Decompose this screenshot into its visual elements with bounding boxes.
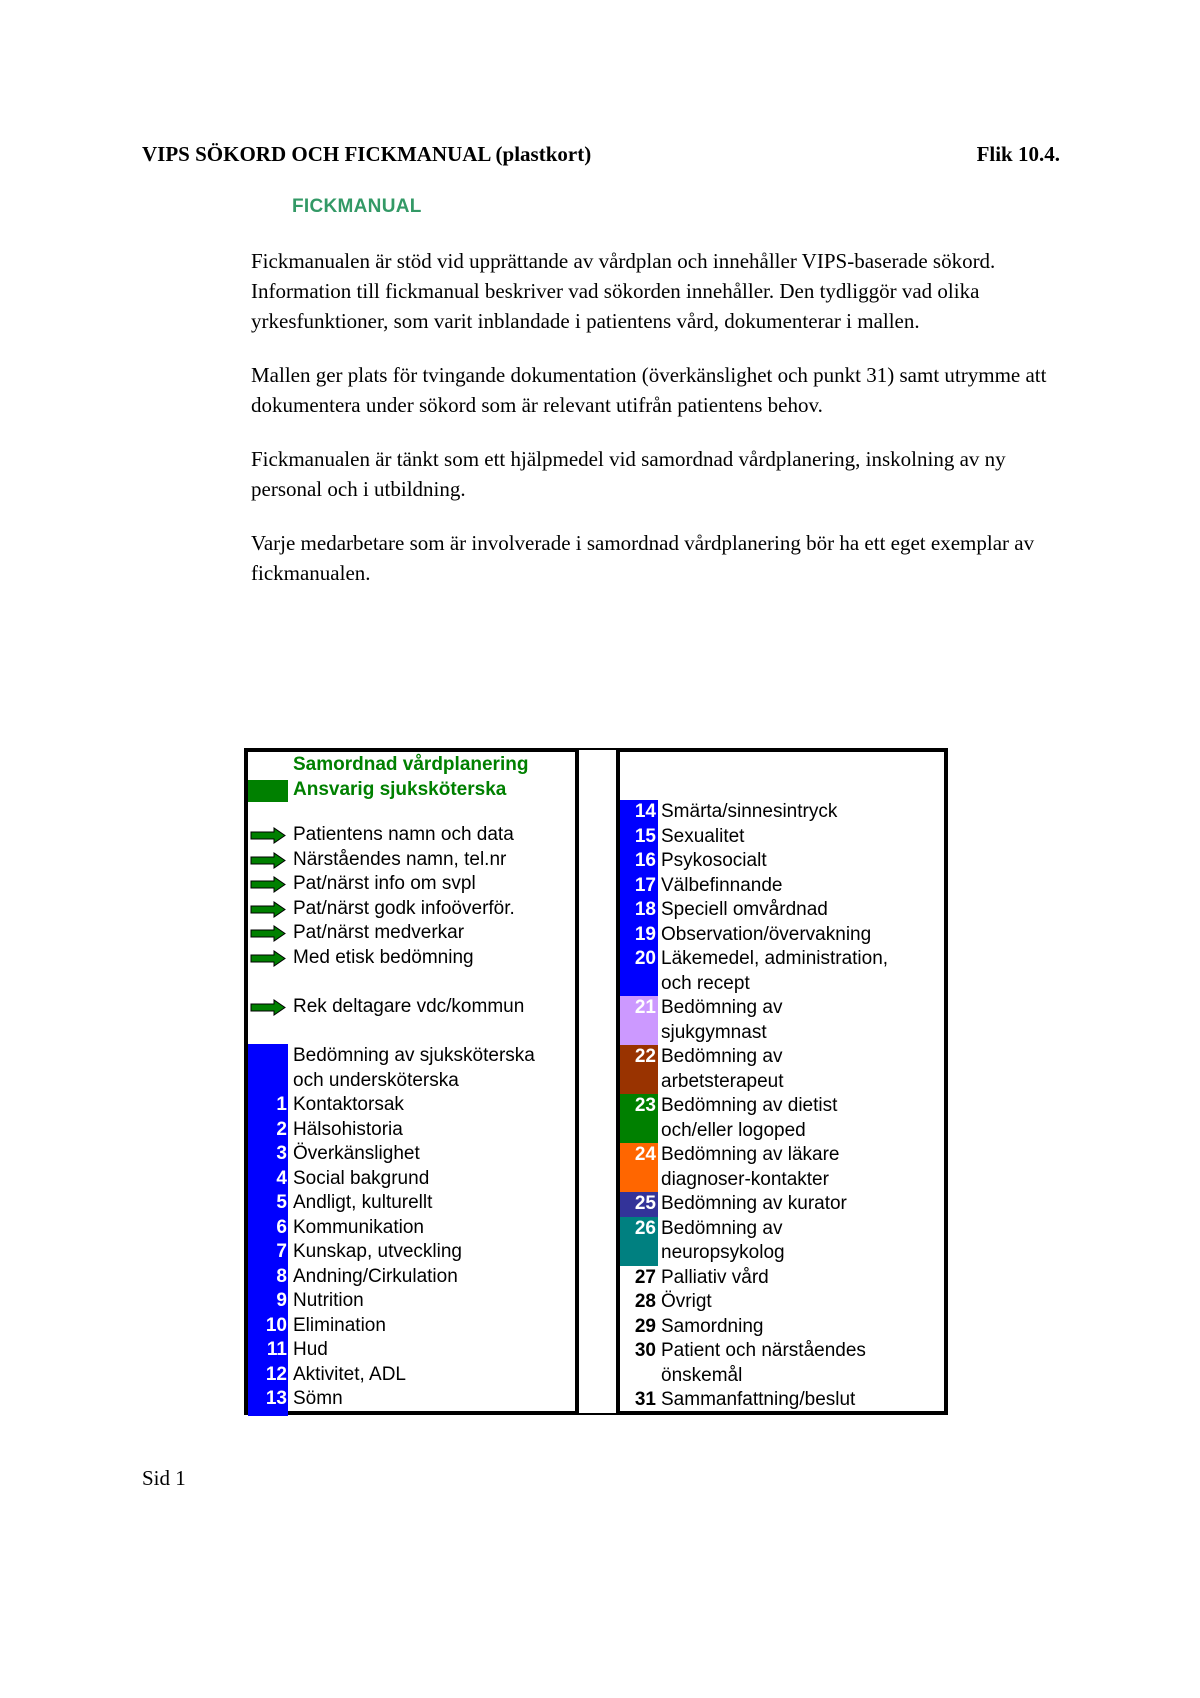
item-label: Hud [293,1339,328,1361]
item-label: Pat/närst medverkar [293,922,465,944]
item-label: Sammanfattning/beslut [661,1389,856,1411]
item-label: Observation/övervakning [661,923,872,945]
card-header-title: Samordnad vårdplanering [293,754,529,776]
item-label: Speciell omvårdnad [661,899,828,921]
item-label: Andning/Cirkulation [293,1265,458,1287]
item-number: 28 [634,1291,656,1312]
arrow-right-icon [250,827,286,844]
item-number: 27 [634,1266,656,1288]
item-label: och recept [661,972,750,994]
card-fold-strip [579,748,616,1415]
item-number: 4 [276,1167,287,1189]
document-title: VIPS SÖKORD OCH FICKMANUAL (plastkort) [142,142,592,166]
item-number: 9 [276,1290,287,1311]
item-number: 17 [634,874,656,896]
item-number: 11 [266,1339,287,1360]
item-label: Bedömning av [661,997,783,1019]
item-label: Med etisk bedömning [293,946,474,968]
card-header-responsible: Ansvarig sjuksköterska [293,779,507,801]
arrow-right-icon [250,999,286,1016]
tab-number: Flik 10.4. [976,142,1060,166]
arrow-right-icon [250,876,286,893]
section-heading: FICKMANUAL [292,196,422,217]
item-number: 18 [634,899,656,920]
intro-paragraph: Varje medarbetare som är involverade i samordnad vårdplanering bör ha ett eget exemplar av fickmanualen. [251,531,1035,585]
item-label: Elimination [293,1314,386,1336]
item-label: Palliativ vård [661,1266,769,1288]
item-number: 25 [634,1193,656,1214]
pocket-card-left [244,748,579,1415]
item-label: Bedömning av [661,1217,783,1239]
item-label: Bedömning av läkare [661,1144,840,1166]
item-number: 30 [634,1340,656,1361]
arrow-right-icon [250,950,286,967]
item-label: Närståendes namn, tel.nr [293,848,507,870]
item-label: Överkänslighet [293,1143,420,1165]
assessment-header-line: Bedömning av sjuksköterska [293,1045,535,1067]
item-number: 6 [276,1216,287,1238]
item-label: Samordning [661,1315,764,1337]
item-number: 23 [634,1095,656,1116]
intro-paragraph: Fickmanualen är stöd vid upprättande av vårdplan och innehåller VIPS-baserade sökord. Information till fickmanual beskriver vad sökorden innehåller. Den tydliggör vad olika yrkesfunktioner, som varit inblandade i patientens vård, dokumenterar i mallen. [251,249,996,333]
intro-paragraph: Fickmanualen är tänkt som ett hjälpmedel vid samordnad vårdplanering, inskolning av ny personal och i utbildning. [251,447,1006,501]
item-number: 29 [634,1315,656,1337]
item-number: 31 [634,1389,656,1410]
item-number: 15 [634,825,656,847]
item-number: 3 [276,1143,287,1164]
item-label: Aktivitet, ADL [293,1363,406,1385]
item-label: Pat/närst godk infoöverför. [293,897,515,919]
item-number: 19 [634,923,656,945]
item-label: Övrigt [661,1291,712,1313]
item-label: Rek deltagare vdc/kommun [293,995,525,1017]
item-label: Kommunikation [293,1216,424,1238]
item-label: neuropsykolog [661,1242,785,1264]
item-label: Pat/närst info om svpl [293,873,476,895]
item-label: Bedömning av kurator [661,1193,847,1215]
item-label: Andligt, kulturellt [293,1192,433,1214]
item-label: och/eller logoped [661,1119,806,1141]
item-label: Hälsohistoria [293,1118,403,1140]
page-number: Sid 1 [142,1466,186,1490]
item-number: 16 [634,850,656,871]
item-label: Välbefinnande [661,874,783,896]
item-number: 20 [634,948,656,969]
item-number: 7 [276,1241,287,1262]
item-number: 1 [276,1094,287,1115]
item-label: Sömn [293,1388,343,1410]
item-label: Patientens namn och data [293,824,514,846]
item-label: Kontaktorsak [293,1094,404,1116]
item-number: 26 [634,1217,656,1239]
item-label: Patient och närståendes [661,1340,866,1362]
item-number: 10 [265,1314,287,1336]
pocket-card-right [616,748,948,1415]
item-label: diagnoser-kontakter [661,1168,829,1190]
intro-text [251,246,1071,612]
item-number: 2 [276,1118,287,1140]
item-number: 24 [634,1144,656,1165]
item-label: Bedömning av dietist [661,1095,838,1117]
arrow-right-icon [250,925,286,942]
assessment-header-line: och undersköterska [293,1069,459,1091]
item-number: 12 [265,1363,287,1385]
item-number: 5 [276,1192,287,1213]
item-number: 14 [634,801,656,822]
item-label: Läkemedel, administration, [661,948,889,970]
item-number: 8 [276,1265,287,1287]
intro-paragraph: Mallen ger plats för tvingande dokumentation (överkänslighet och punkt 31) samt utrymme att dokumentera under sökord som är relevant utifrån patientens behov. [251,363,1047,417]
item-label: arbetsterapeut [661,1070,784,1092]
item-label: Psykosocialt [661,850,767,872]
item-number: 22 [634,1046,656,1067]
arrow-right-icon [250,852,286,869]
item-label: Sexualitet [661,825,745,847]
item-label: Kunskap, utveckling [293,1241,462,1263]
arrow-right-icon [250,901,286,918]
item-label: Social bakgrund [293,1167,430,1189]
item-label: önskemål [661,1364,743,1386]
green-marker [248,780,288,802]
item-label: sjukgymnast [661,1021,767,1043]
item-label: Bedömning av [661,1046,783,1068]
item-label: Nutrition [293,1290,364,1312]
item-label: Smärta/sinnesintryck [661,801,838,823]
item-number: 13 [265,1388,287,1409]
item-number: 21 [634,997,656,1018]
